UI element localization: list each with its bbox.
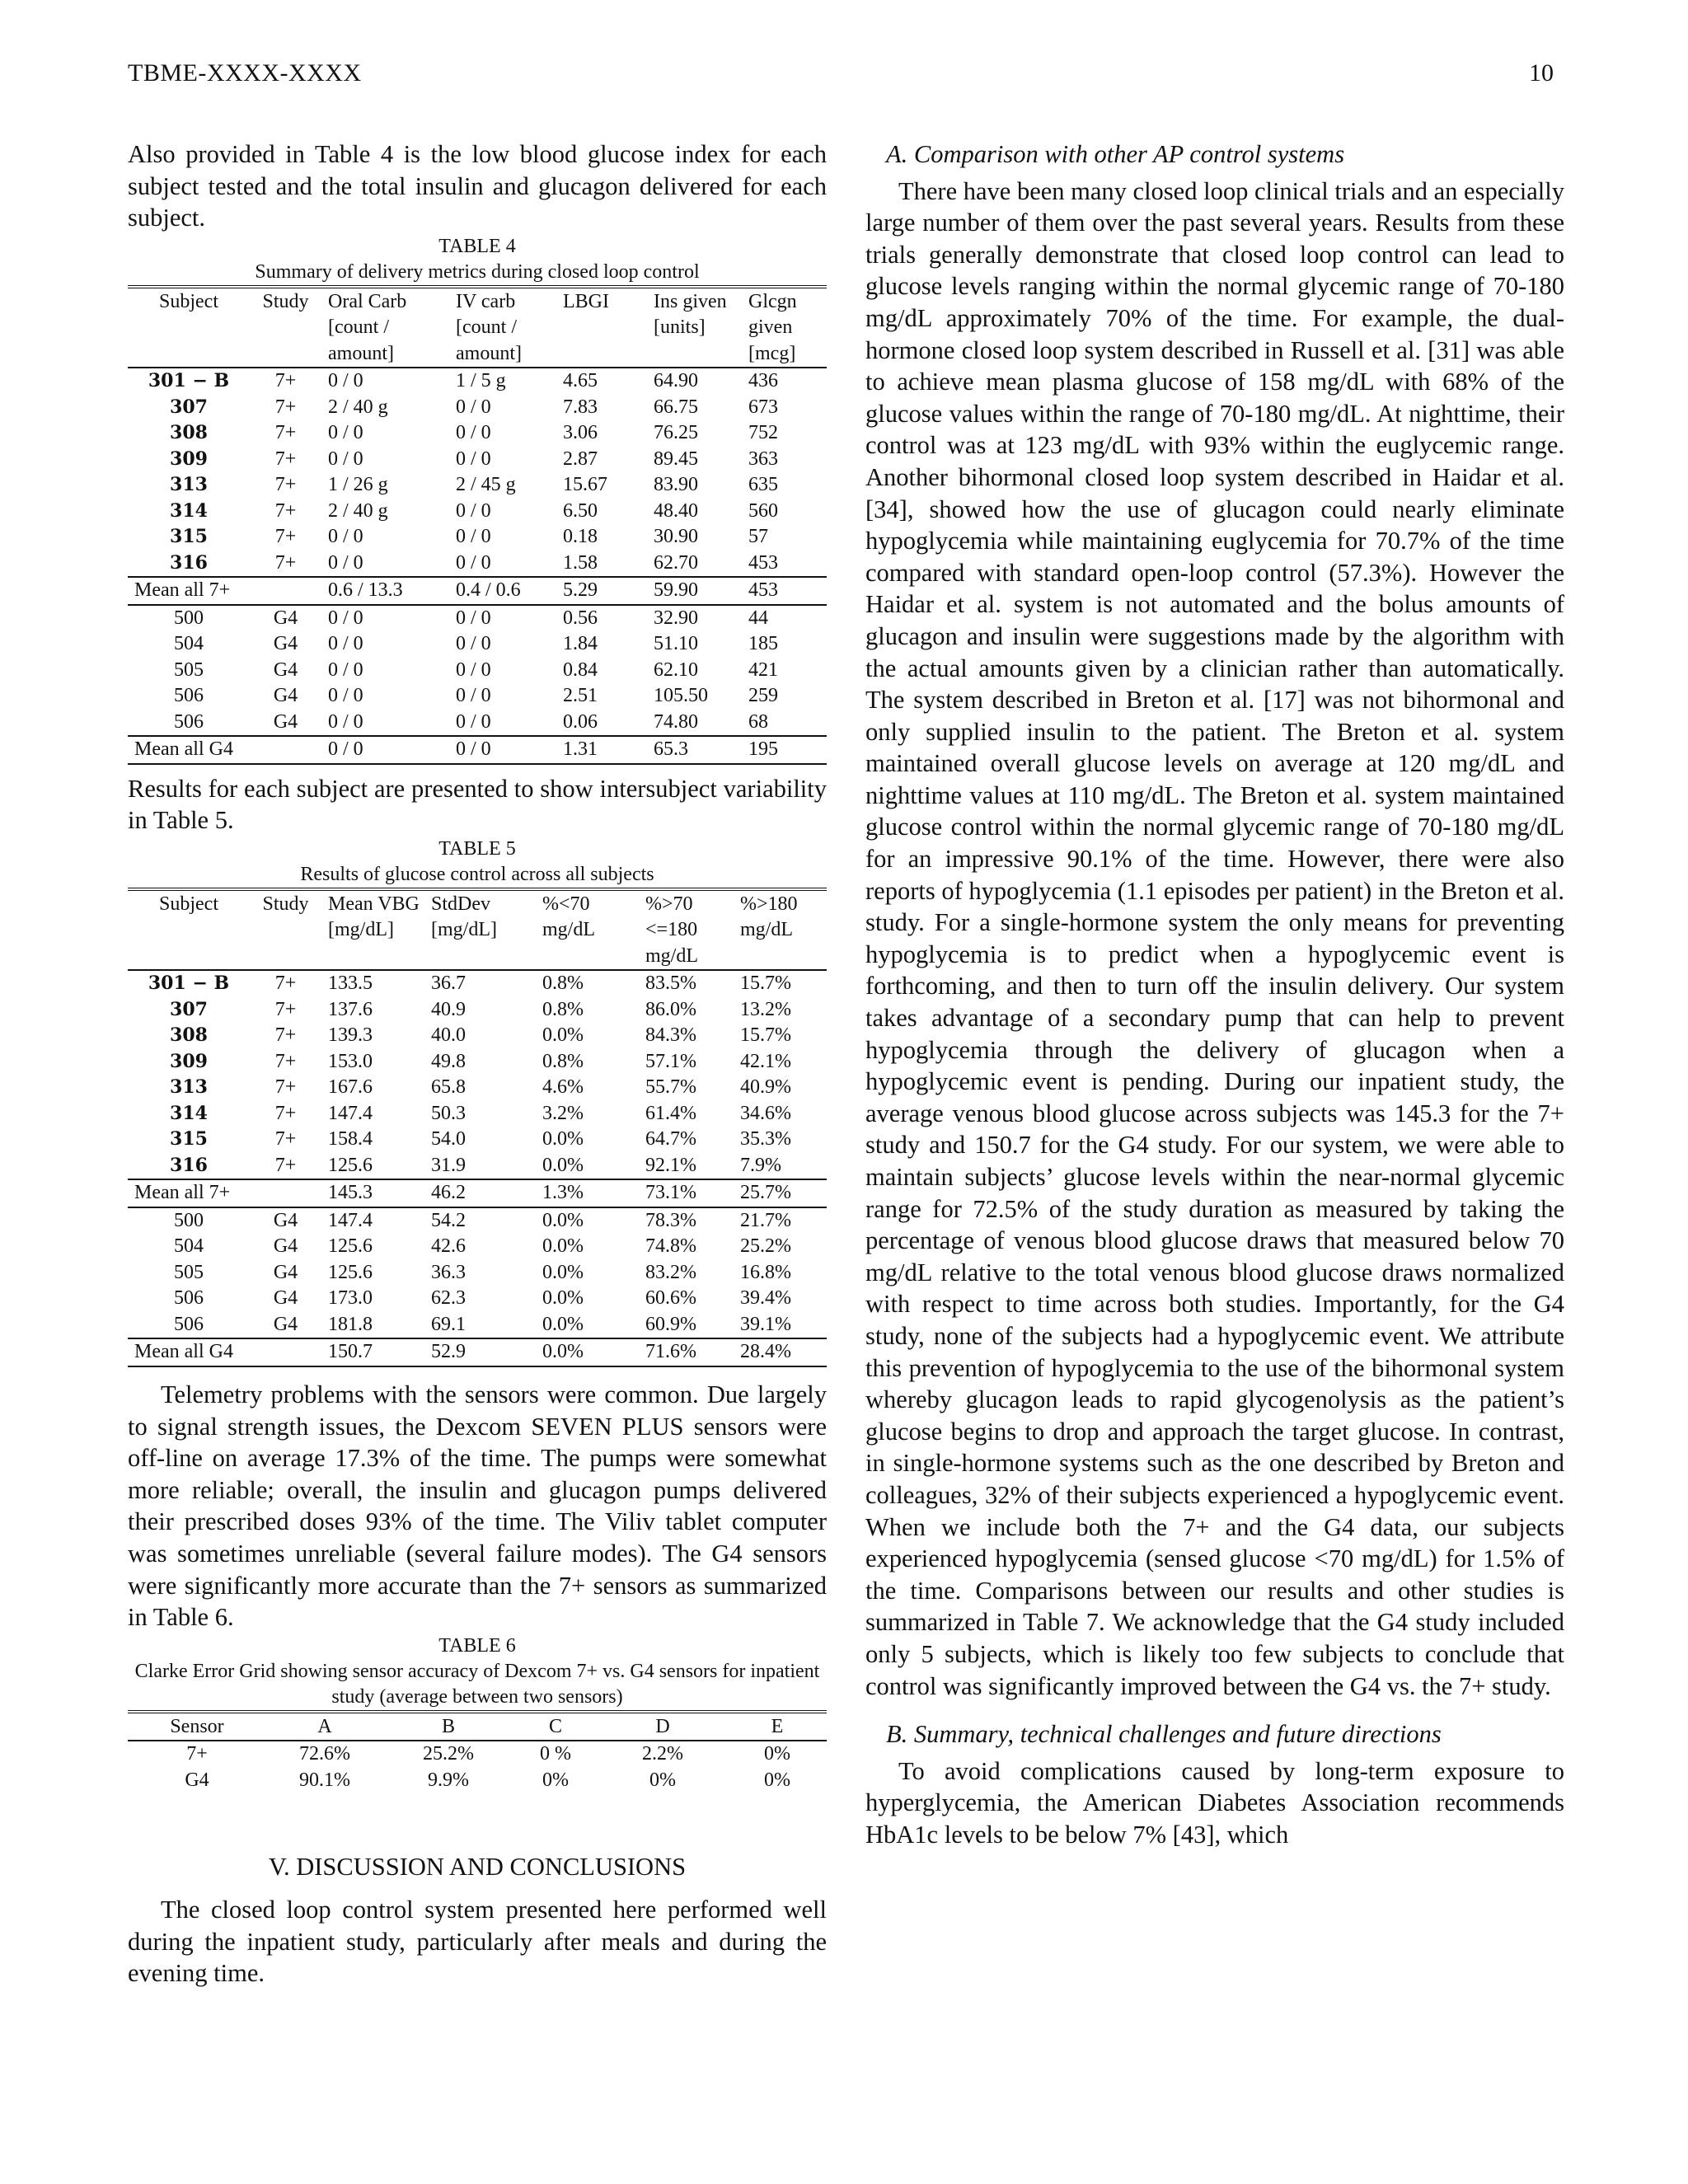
table-cell: 1.84 xyxy=(563,633,598,655)
table-cell: 76.25 xyxy=(654,422,698,444)
table-row xyxy=(128,997,827,1024)
table-cell: 147.4 xyxy=(328,1209,373,1231)
table-cell: 4.65 xyxy=(563,370,598,392)
table-cell: Oral Carb [count / amount] xyxy=(321,289,449,368)
table-cell: 0 / 0 xyxy=(456,448,491,470)
table-cell: 42.1% xyxy=(740,1050,791,1072)
table-mean-row xyxy=(128,1179,827,1207)
table-cell: G4 xyxy=(273,1287,298,1310)
table-cell: 0.18 xyxy=(563,526,598,548)
table-row xyxy=(128,658,827,684)
table-header-row xyxy=(128,892,827,971)
subsection-b-title: B. Summary, technical challenges and future directions xyxy=(886,1720,1442,1749)
table-cell: 7+ xyxy=(274,499,297,522)
table-row xyxy=(128,1286,827,1312)
table-cell: 6.50 xyxy=(563,499,598,522)
table-row xyxy=(128,499,827,525)
subsection-a-title: A. Comparison with other AP control systems xyxy=(886,140,1345,168)
table-cell: 73.1% xyxy=(639,1179,734,1207)
table-cell: 2 / 40 g xyxy=(328,396,388,418)
table-cell: 147.4 xyxy=(328,1102,373,1124)
table-cell: 0 / 0 xyxy=(328,607,363,629)
table-cell: 145.3 xyxy=(321,1179,424,1207)
table-cell: 65.8 xyxy=(431,1076,466,1099)
left-column xyxy=(128,138,827,1990)
table-cell: 48.40 xyxy=(654,499,698,522)
table-cell: 0 / 0 xyxy=(456,526,491,548)
table-cell: 13.2% xyxy=(740,998,791,1020)
table-cell: 3.06 xyxy=(563,422,598,444)
table-cell: 0% xyxy=(764,1769,790,1791)
table-cell: 315 xyxy=(170,1128,208,1151)
table-cell: 0.06 xyxy=(556,710,647,737)
table-row xyxy=(128,1234,827,1260)
page-number: 10 xyxy=(1529,59,1554,87)
table-cell: G4 xyxy=(243,1312,321,1339)
table-cell: 60.6% xyxy=(645,1287,696,1310)
table-cell: 7+ xyxy=(274,1102,297,1124)
table-cell: 0% xyxy=(649,1769,676,1791)
table-cell: 92.1% xyxy=(639,1153,734,1180)
table-row xyxy=(128,395,827,421)
section-title-discussion: V. DISCUSSION AND CONCLUSIONS xyxy=(268,1853,687,1882)
table-cell: 0.0% xyxy=(542,1261,584,1283)
table5-label: TABLE 5 xyxy=(438,837,516,860)
table-cell: 0.0% xyxy=(542,1209,584,1231)
table-cell: Subject xyxy=(128,289,243,368)
table-cell: 61.4% xyxy=(645,1102,696,1124)
table-cell: 0.0% xyxy=(536,1312,639,1339)
table-cell: Study xyxy=(243,892,321,971)
table-cell: 150.7 xyxy=(321,1338,424,1366)
table-cell: B xyxy=(383,1714,507,1741)
table-cell: 0 / 0 xyxy=(456,633,491,655)
table-cell: 0.0% xyxy=(542,1024,584,1047)
table-cell: 307 xyxy=(170,396,208,418)
table-cell: G4 xyxy=(273,633,298,655)
table-cell: 42.6 xyxy=(431,1235,466,1258)
table-cell: 259 xyxy=(748,685,778,707)
table-cell: 158.4 xyxy=(328,1128,373,1151)
table-cell: 308 xyxy=(170,422,208,444)
table-cell: 15.7% xyxy=(740,972,791,995)
table-cell: 0.84 xyxy=(563,658,598,681)
table-cell: 57 xyxy=(748,526,768,548)
table-cell: 167.6 xyxy=(328,1076,373,1099)
paragraph-telemetry: Telemetry problems with the sensors were common. Due largely to signal strength issues, the Dexcom SEVEN PLUS sensors were off-line on average 17.3% of the time. The pumps were somewhat more reliable; overall, the insulin and glucagon pumps delivered their prescribed doses 93% of the time. The Viliv tablet computer was sometimes unreliable (several failure modes). The G4 sensors were significantly more accurate than the 7+ sensors as summarized in Table 6. xyxy=(128,1380,827,1632)
table-cell: 50.3 xyxy=(431,1102,466,1124)
table-cell: G4 xyxy=(273,685,298,707)
table-cell: D xyxy=(598,1714,721,1741)
table-row xyxy=(128,1312,827,1339)
table-cell: 83.2% xyxy=(645,1261,696,1283)
table-cell: 74.8% xyxy=(645,1235,696,1258)
table-cell: 301 − B xyxy=(148,370,230,392)
table-cell: Ins given [units] xyxy=(647,289,742,368)
table-cell: 504 xyxy=(174,1235,204,1258)
table-cell: 560 xyxy=(748,499,778,522)
table-cell: 7+ xyxy=(274,370,297,392)
table-cell: 316 xyxy=(128,1153,243,1180)
table-cell: A xyxy=(260,1714,383,1741)
table-cell: 505 xyxy=(174,1261,204,1283)
table-cell: 0.0% xyxy=(542,1235,584,1258)
table-cell: 139.3 xyxy=(328,1024,373,1047)
table-cell: 62.3 xyxy=(431,1287,466,1310)
table-cell: 0.0% xyxy=(542,1287,584,1310)
table-row xyxy=(128,551,827,578)
table-cell: 0.0% xyxy=(536,1338,639,1366)
table-cell: 40.9% xyxy=(740,1076,791,1099)
table-mean-row xyxy=(128,736,827,764)
table4-caption: Summary of delivery metrics during closed loop control xyxy=(255,260,700,283)
table-cell: 2.51 xyxy=(563,685,598,707)
table-cell: 308 xyxy=(170,1024,208,1047)
table-row xyxy=(128,1049,827,1076)
table-cell: 57.1% xyxy=(645,1050,696,1072)
table-cell: 314 xyxy=(170,1102,208,1124)
table-cell: 52.9 xyxy=(424,1338,536,1366)
table-cell: 0.56 xyxy=(563,607,598,629)
table-mean-row xyxy=(128,577,827,605)
table-cell: 40.9 xyxy=(431,998,466,1020)
table-cell: 21.7% xyxy=(740,1209,791,1231)
table-cell: 68 xyxy=(742,710,827,737)
table-cell: 0.0% xyxy=(542,1128,584,1151)
table-cell: 0 / 0 xyxy=(449,736,556,764)
table-row xyxy=(128,1023,827,1049)
table-cell: Mean all G4 xyxy=(128,1338,321,1366)
table-cell: 4.6% xyxy=(542,1076,584,1099)
table-cell: 314 xyxy=(170,499,208,522)
table-row xyxy=(128,1127,827,1153)
table-cell: 72.6% xyxy=(299,1743,350,1765)
table-cell: 7+ xyxy=(274,972,297,995)
right-column xyxy=(865,138,1564,1850)
table-cell: 506 xyxy=(128,1312,243,1339)
table6 xyxy=(128,1710,827,1794)
table-cell: 9.9% xyxy=(428,1769,469,1791)
table-mean-row xyxy=(128,1338,827,1366)
table-row xyxy=(128,631,827,658)
table-cell: 34.6% xyxy=(740,1102,791,1124)
table-cell: 125.6 xyxy=(328,1235,373,1258)
table-cell: 0.4 / 0.6 xyxy=(449,577,556,605)
table-cell: 0 / 0 xyxy=(449,710,556,737)
table4-label: TABLE 4 xyxy=(438,235,516,257)
table-cell: 49.8 xyxy=(431,1050,466,1072)
table-cell: 0 / 0 xyxy=(321,736,449,764)
table-cell: G4 xyxy=(185,1769,209,1791)
table-row xyxy=(128,1207,827,1235)
table-cell: Mean all G4 xyxy=(128,736,321,764)
table-cell: 30.90 xyxy=(654,526,698,548)
table-cell: 301 − B xyxy=(148,972,230,995)
table-cell: Mean all 7+ xyxy=(128,577,321,605)
table-cell: 54.0 xyxy=(431,1128,466,1151)
table4 xyxy=(128,285,827,765)
table-cell: 0 / 0 xyxy=(456,422,491,444)
table-cell: G4 xyxy=(273,607,298,629)
paragraph-discussion: The closed loop control system presented here performed well during the inpatient study, particularly after meals and during the evening time. xyxy=(128,1896,827,1988)
table-row xyxy=(128,605,827,632)
table-cell: G4 xyxy=(273,1209,298,1231)
table-cell: C xyxy=(507,1714,598,1741)
table-cell: 2 / 40 g xyxy=(328,499,388,522)
table-cell: 7+ xyxy=(274,998,297,1020)
table-cell: 89.45 xyxy=(654,448,698,470)
table-cell: 7+ xyxy=(274,474,297,496)
table-cell: 25.7% xyxy=(734,1179,827,1207)
table-cell: 0 / 0 xyxy=(449,551,556,578)
table-cell: 1 / 5 g xyxy=(456,370,506,392)
table-cell: 500 xyxy=(174,1209,204,1231)
table-cell: 66.75 xyxy=(654,396,698,418)
table-cell: 62.70 xyxy=(647,551,742,578)
table-cell: 59.90 xyxy=(647,577,742,605)
table-cell: 752 xyxy=(748,422,778,444)
table-cell: 36.3 xyxy=(431,1261,466,1283)
table-header-row xyxy=(128,1714,827,1741)
table-row xyxy=(128,1768,827,1794)
table-cell: 0 / 0 xyxy=(328,422,363,444)
table-cell: 307 xyxy=(170,998,208,1020)
table-cell: 51.10 xyxy=(654,633,698,655)
table-cell: IV carb [count / amount] xyxy=(449,289,556,368)
table-cell: 504 xyxy=(174,633,204,655)
table-cell: 1.58 xyxy=(556,551,647,578)
table-cell: 0 / 0 xyxy=(456,499,491,522)
table-cell: 0 / 0 xyxy=(328,526,363,548)
table-cell: 7+ xyxy=(243,551,321,578)
table-cell: 453 xyxy=(742,577,827,605)
table-cell: 83.5% xyxy=(645,972,696,995)
table-row xyxy=(128,420,827,447)
paragraph-summary: To avoid complications caused by long-term exposure to hyperglycemia, the American Diabetes Association recommends HbA1c levels to be below 7% [43], which xyxy=(865,1756,1564,1849)
table-cell: Mean VBG [mg/dL] xyxy=(321,892,424,971)
table-cell: 506 xyxy=(174,685,204,707)
table-cell: 0% xyxy=(542,1769,569,1791)
table-cell: 32.90 xyxy=(654,607,698,629)
table-cell: 0 / 0 xyxy=(456,396,491,418)
table6-label: TABLE 6 xyxy=(438,1634,516,1657)
table-cell: 7+ xyxy=(274,396,297,418)
table-cell: 315 xyxy=(170,526,208,548)
table-cell: 39.1% xyxy=(734,1312,827,1339)
table-cell: 1.31 xyxy=(556,736,647,764)
paragraph-intro-table4: Also provided in Table 4 is the low blood glucose index for each subject tested and the total insulin and glucagon delivered for each subject. xyxy=(128,140,827,232)
table-row xyxy=(128,472,827,499)
table-cell: 313 xyxy=(170,474,208,496)
table-cell: LBGI xyxy=(556,289,647,368)
table-cell: StdDev [mg/dL] xyxy=(424,892,536,971)
table-cell: 71.6% xyxy=(639,1338,734,1366)
table-cell: E xyxy=(721,1714,827,1741)
table-row xyxy=(128,1260,827,1286)
table-cell: G4 xyxy=(273,1261,298,1283)
table-cell: 313 xyxy=(170,1076,208,1099)
table-cell: 7+ xyxy=(274,422,297,444)
table-row xyxy=(128,710,827,737)
table-cell: G4 xyxy=(243,710,321,737)
table-cell: 1 / 26 g xyxy=(328,474,388,496)
table-cell: 86.0% xyxy=(645,998,696,1020)
table-cell: 505 xyxy=(174,658,204,681)
table-cell: 64.7% xyxy=(645,1128,696,1151)
table-cell: 83.90 xyxy=(654,474,698,496)
table-cell: 0.6 / 13.3 xyxy=(321,577,449,605)
paragraph-comparison: There have been many closed loop clinical trials and an especially large number of them over the past several years. Results from these trials generally demonstrate that closed loop control can lead to glucose levels ranging within the normal glycemic range of 70-180 mg/dL approximately 70% of the time. For example, the dual-hormone closed loop system described in Russell et al. [31] was able to achieve mean plasma glucose of 158 mg/dL with 68% of the glucose values within the range of 70-180 mg/dL. At nighttime, their control was at 123 mg/dL with 93% within the euglycemic range. Another bihormonal closed loop system described in Haidar et al. [34], showed how the use of glucagon could nearly eliminate hypoglycemia while maintaining euglycemia for 70.7% of the time compared with standard open-loop control (57.3%). However the Haidar et al. system is not automated and the bolus amounts of glucagon and insulin were suggestions made by the algorithm with the actual amounts given by a clinician rather than automatically. The system described in Breton et al. [17] was not bihormonal and only supplied insulin to the patient. The Breton et al. system maintained overall glucose levels on average at 120 mg/dL and nighttime values at 110 mg/dL. The Breton et al. system maintained glucose control within the normal glycemic range of 70-180 mg/dL for an impressive 90.1% of the time. However, there were also reports of hypoglycemia (1.1 episodes per patient) in the Breton et al. study. For a single-hormone system the only means for preventing hypoglycemia is to predict when a hypoglycemic event is forthcoming, and then to turn off the insulin delivery. Our system takes advantage of a secondary pump that can help to prevent hypoglycemia through the delivery of glucagon when a hypoglycemic event is pending. During our inpatient study, the average venous blood glucose across subjects was 145.3 for the 7+ study and 150.7 for the G4 study. For our system, we were able to maintain subjects’ glucose levels within the near-normal glycemic range for 72.5% of the study duration as measured by taking the percentage of venous blood glucose draws that measured below 70 mg/dL relative to the total venous blood glucose draws normalized with respect to time across both studies. Importantly, for the G4 study, none of the subjects had a hypoglycemic event. We attribute this prevention of hypoglycemia to the use of the bihormonal system whereby glucagon leads to rapid glycogenolysis as the patient’s glucose begins to drop and approach the target glucose. In contrast, in single-hormone systems such as the one described by Breton and colleagues, 32% of their subjects experienced a hypoglycemic event. When we include both the 7+ and the G4 data, our subjects experienced hypoglycemia (sensed glucose <70 mg/dL) for 1.5% of the time. Comparisons between our results and other studies is summarized in Table 7. We acknowledge that the G4 study included only 5 subjects, which is likely too few subjects to conclude that control was significantly improved between the G4 vs. the 7+ study. xyxy=(865,176,1564,1700)
table-cell: 185 xyxy=(748,633,778,655)
table-cell: 7.83 xyxy=(563,396,598,418)
table-cell: 181.8 xyxy=(321,1312,424,1339)
table-cell: 55.7% xyxy=(645,1076,696,1099)
table-cell: 125.6 xyxy=(328,1261,373,1283)
table-cell: 28.4% xyxy=(734,1338,827,1366)
table-cell: 153.0 xyxy=(328,1050,373,1072)
table-cell: Glcgn given [mcg] xyxy=(742,289,827,368)
table-cell: 44 xyxy=(748,607,768,629)
running-header: TBME-XXXX-XXXX xyxy=(128,59,362,87)
table-cell: 25.2% xyxy=(740,1235,791,1258)
table-cell: 0 / 0 xyxy=(456,607,491,629)
table-cell: 7+ xyxy=(274,1024,297,1047)
table-cell: 421 xyxy=(748,658,778,681)
table-row xyxy=(128,1075,827,1101)
table-row xyxy=(128,970,827,997)
table-cell: 1.3% xyxy=(536,1179,639,1207)
table-cell: 36.7 xyxy=(431,972,466,995)
table-cell: 133.5 xyxy=(328,972,373,995)
table-cell: 25.2% xyxy=(423,1743,474,1765)
table-cell: Mean all 7+ xyxy=(128,1179,321,1207)
table-cell: 65.3 xyxy=(647,736,742,764)
table-cell: 60.9% xyxy=(639,1312,734,1339)
table-cell: 64.90 xyxy=(654,370,698,392)
table-row xyxy=(128,1101,827,1127)
table-cell: 54.2 xyxy=(431,1209,466,1231)
table-cell: 7+ xyxy=(243,1153,321,1180)
table5-caption: Results of glucose control across all subjects xyxy=(300,863,654,885)
table-cell: 125.6 xyxy=(321,1153,424,1180)
table-cell: 46.2 xyxy=(424,1179,536,1207)
table-cell: 195 xyxy=(742,736,827,764)
table-cell: 0 / 0 xyxy=(328,448,363,470)
table-cell: 105.50 xyxy=(654,685,708,707)
table-cell: 74.80 xyxy=(647,710,742,737)
table-row xyxy=(128,524,827,551)
table-cell: 436 xyxy=(748,370,778,392)
table-cell: 0.8% xyxy=(542,972,584,995)
table-cell: 309 xyxy=(170,448,208,470)
table-row xyxy=(128,1741,827,1768)
table5 xyxy=(128,888,827,1367)
table-cell: G4 xyxy=(273,1235,298,1258)
table-cell: 506 xyxy=(128,710,243,737)
table-cell: 0 % xyxy=(540,1743,571,1765)
table-cell: 40.0 xyxy=(431,1024,466,1047)
table-cell: 0% xyxy=(764,1743,790,1765)
table-cell: 15.67 xyxy=(563,474,607,496)
table-cell: 3.2% xyxy=(542,1102,584,1124)
table-cell: 84.3% xyxy=(645,1024,696,1047)
table-cell: 506 xyxy=(174,1287,204,1310)
table-cell: %>70 <=180 mg/dL xyxy=(639,892,734,971)
table-cell: 15.7% xyxy=(740,1024,791,1047)
table6-caption: Clarke Error Grid showing sensor accuracy of Dexcom 7+ vs. G4 sensors for inpatient study (average between two sensors) xyxy=(134,1660,820,1708)
table-cell: 0 / 0 xyxy=(328,370,363,392)
table-cell: 16.8% xyxy=(740,1261,791,1283)
table-cell: 39.4% xyxy=(740,1287,791,1310)
table-cell: 62.10 xyxy=(654,658,698,681)
table-cell: %<70 mg/dL xyxy=(536,892,639,971)
table-cell: 0 / 0 xyxy=(328,685,363,707)
table-cell: 0 / 0 xyxy=(328,658,363,681)
table-cell: 316 xyxy=(128,551,243,578)
table-cell: 35.3% xyxy=(740,1128,791,1151)
table-row xyxy=(128,368,827,395)
table-cell: 2 / 45 g xyxy=(456,474,516,496)
table-row xyxy=(128,1153,827,1180)
table-cell: 0 / 0 xyxy=(321,551,449,578)
table-cell: 363 xyxy=(748,448,778,470)
table-cell: 0.8% xyxy=(542,998,584,1020)
table-cell: 0 / 0 xyxy=(321,710,449,737)
table-cell: 309 xyxy=(170,1050,208,1072)
table-header-row xyxy=(128,289,827,368)
table-cell: 7+ xyxy=(274,526,297,548)
table-cell: 7+ xyxy=(186,1743,208,1765)
table-cell: %>180 mg/dL xyxy=(734,892,827,971)
table-cell: 5.29 xyxy=(556,577,647,605)
table-cell: 0.8% xyxy=(542,1050,584,1072)
table-cell: 7.9% xyxy=(734,1153,827,1180)
table-cell: 453 xyxy=(742,551,827,578)
table-cell: 7+ xyxy=(274,448,297,470)
table-cell: 500 xyxy=(174,607,204,629)
table-cell: 137.6 xyxy=(328,998,373,1020)
table-cell: 635 xyxy=(748,474,778,496)
table-cell: Sensor xyxy=(128,1714,260,1741)
table-cell: 2.2% xyxy=(642,1743,683,1765)
table-cell: 0 / 0 xyxy=(456,685,491,707)
table-cell: 7+ xyxy=(274,1050,297,1072)
table-cell: 7+ xyxy=(274,1076,297,1099)
table-cell: 0.0% xyxy=(536,1153,639,1180)
table-cell: 90.1% xyxy=(299,1769,350,1791)
table-cell: Subject xyxy=(128,892,243,971)
paragraph-intro-table5: Results for each subject are presented to show intersubject variability in Table 5. xyxy=(128,774,827,835)
table-cell: 2.87 xyxy=(563,448,598,470)
table-cell: 78.3% xyxy=(645,1209,696,1231)
table-cell: 7+ xyxy=(274,1128,297,1151)
table-row xyxy=(128,683,827,710)
table-row xyxy=(128,447,827,473)
table-cell: 31.9 xyxy=(424,1153,536,1180)
table-cell: 69.1 xyxy=(424,1312,536,1339)
table-cell: Study xyxy=(243,289,321,368)
table-cell: 673 xyxy=(748,396,778,418)
table-cell: 173.0 xyxy=(328,1287,373,1310)
table-cell: G4 xyxy=(273,658,298,681)
table-cell: 0 / 0 xyxy=(456,658,491,681)
table-cell: 0 / 0 xyxy=(328,633,363,655)
